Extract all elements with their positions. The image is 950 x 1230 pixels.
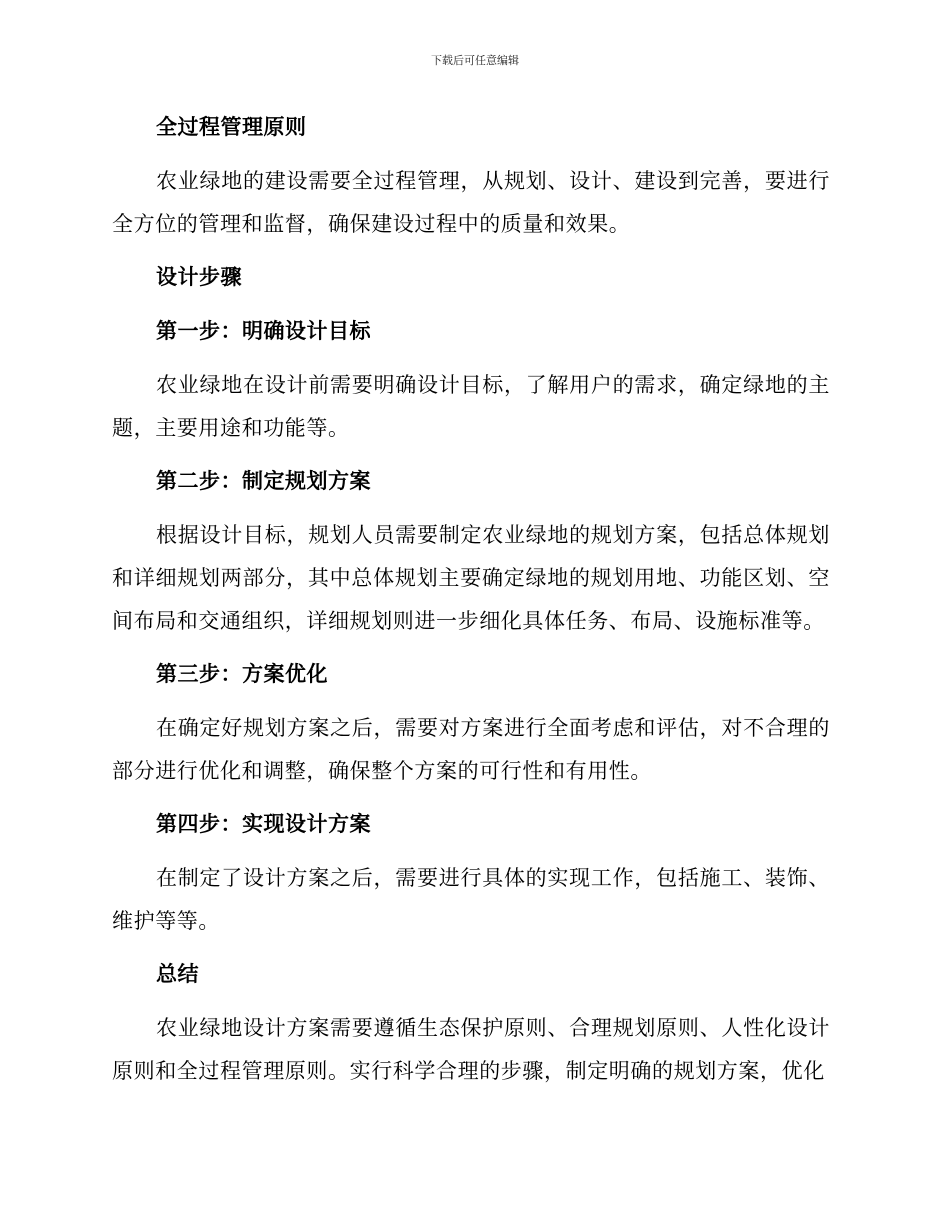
document-body [112, 106, 830, 1103]
paragraph-step-4: 在制定了设计方案之后，需要进行具体的实现工作，包括施工、装饰、维护等等。 [112, 866, 830, 933]
section-heading-summary: 总结 [156, 961, 199, 986]
section-heading-full-process-management: 全过程管理原则 [156, 114, 307, 139]
paragraph-step-1: 农业绿地在设计前需要明确设计目标，了解用户的需求，确定绿地的主题，主要用途和功能等。 [112, 373, 830, 440]
paragraph-summary: 农业绿地设计方案需要遵循生态保护原则、合理规划原则、人性化设计原则和全过程管理原则。实行科学合理的步骤，制定明确的规划方案，优化 [112, 1016, 830, 1083]
header-note: 下载后可任意编辑 [431, 54, 519, 67]
step-heading-3: 第三步：方案优化 [156, 661, 328, 686]
paragraph-step-3: 在确定好规划方案之后，需要对方案进行全面考虑和评估，对不合理的部分进行优化和调整，确保整个方案的可行性和有用性。 [112, 716, 830, 783]
paragraph-step-2: 根据设计目标，规划人员需要制定农业绿地的规划方案，包括总体规划和详细规划两部分，其中总体规划主要确定绿地的规划用地、功能区划、空间布局和交通组织，详细规划则进一步细化具体任务、布局、设施标准等。 [112, 523, 830, 633]
step-heading-2: 第二步：制定规划方案 [156, 468, 371, 493]
paragraph-full-process-management: 农业绿地的建设需要全过程管理，从规划、设计、建设到完善，要进行全方位的管理和监督，确保建设过程中的质量和效果。 [112, 169, 830, 236]
section-heading-design-steps: 设计步骤 [156, 264, 242, 289]
step-heading-1: 第一步：明确设计目标 [156, 318, 371, 343]
step-heading-4: 第四步：实现设计方案 [156, 811, 371, 836]
